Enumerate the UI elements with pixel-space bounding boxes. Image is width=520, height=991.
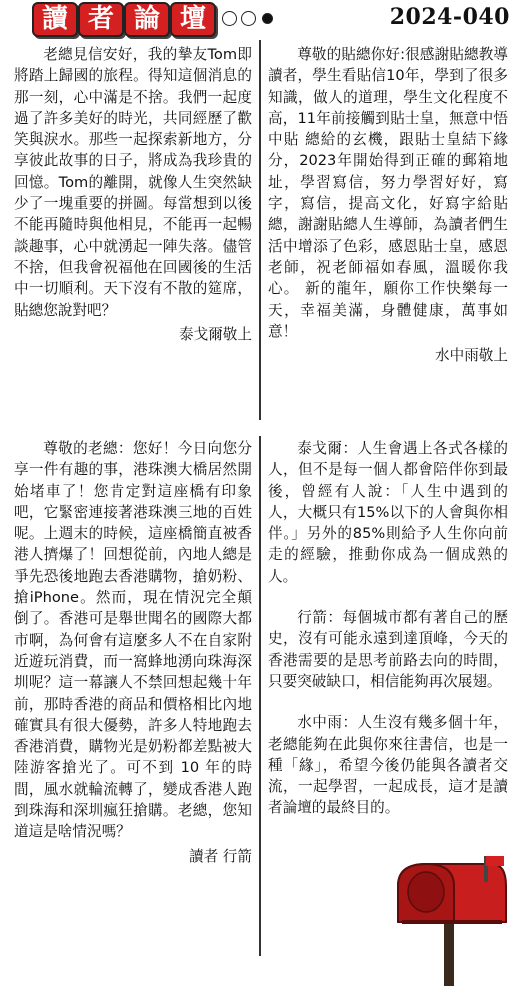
issue-number: 2024-040: [389, 4, 510, 30]
reply-tagore: 泰戈爾：人生會遇上各式各樣的人，但不是每一個人都會陪伴你到最後，曾經有人說：「人生中遇到的人，大概只有15%以下的人會與你相伴。」另外的85%則給予人生你向前走的經驗，推動你成為一個成熟的人。: [268, 440, 508, 585]
letter-signature: 讀者 行箭: [188, 847, 252, 865]
mailbox-icon: [388, 856, 512, 986]
decorative-dots: [222, 8, 273, 28]
letter-body: 老總見信安好，我的摯友Tom即將踏上歸國的旅程。得知這個消息的那一刻，心中滿是不捨。我們一起度過了許多美好的時光，共同經歷了歡笑與淚水。那些一起探索新地方，分享彼此故事的日子，將成為我珍貴的回憶。Tom的離開，就像人生突然缺少了一塊重要的拼圖。每當想到以後不能再隨時與他相見，不能再一起暢談趣事，心中就湧起一陣失落。儘管不捨，但我會祝福他在回國後的生活中一切順利。天下沒有不散的筵席，貼總您說對吧？: [14, 46, 252, 319]
masthead: [0, 0, 520, 36]
reply-xingjian: 行箭：每個城市都有著自己的歷史，沒有可能永遠到達頂峰，今天的香港需要的是思考前路去向的時間，只要突破缺口，相信能夠再次展翅。: [268, 609, 508, 690]
letter-bridge: [14, 438, 252, 948]
letter-body: 尊敬的貼總你好:很感謝貼總教導讀者，學生看貼信10年，學到了很多知識，做人的道理，學生文化程度不高，11年前接觸到貼士皇，無意中悟中貼 總給的玄機，跟貼士皇結下緣分，2023年開始得到正確的郵箱地址，學習寫信，努力學習好好，寫字，寫信，提高文化，好寫字給貼總，謝謝貼總人生導師，為讀者們生活中增添了色彩，感恩貼士皇，感恩老師，祝老師福如春風，溫暖你我心。 新的龍年，願你工作快樂每一天，幸福美滿，身體健康，萬事如意！: [268, 46, 508, 340]
title-char-4: 壇: [170, 2, 216, 37]
letter-water-rain: [268, 44, 508, 424]
reply-shuizhongyu: 水中雨：人生沒有幾多個十年，老總能夠在此與你來往書信，也是一種「緣」，希望今後仍能與各讀者交流，一起學習，一起成長，這才是讀者論壇的最終目的。: [268, 714, 508, 817]
title-char-2: 者: [78, 2, 124, 37]
title-char-3: 論: [124, 2, 170, 37]
column-divider: [259, 436, 261, 956]
letter-signature: 泰戈爾敬上: [179, 325, 252, 343]
title-char-1: 讀: [32, 2, 78, 37]
circle-icon: [241, 11, 256, 26]
circle-icon: [222, 11, 237, 26]
column-divider: [259, 40, 261, 420]
letter-body: 尊敬的老總：您好！今日向您分享一件有趣的事，港珠澳大橋居然開始堵車了！您肯定對這座橋有印象吧，它緊密連接著港珠澳三地的百姓呢。上週末的時候，這座橋簡直被香港人擠爆了！回想從前，內地人總是爭先恐後地跑去香港購物，搶奶粉、搶iPhone。然而，現在情況完全顛倒了。香港可是舉世聞名的國際大都市啊，為何會有這麼多人不在自家附近遊玩消費，而一窩蜂地湧向珠海深圳呢？這一幕讓人不禁回想起幾十年前，那時香港的商品和價格相比內地確實具有很大優勢，許多人特地跑去香港消費，購物光是奶粉都差點被大陸游客搶光了。可不到 10 年的時間，風水就輪流轉了，變成香港人跑到珠海和深圳瘋狂搶購。老總，您知道這是啥情況嗎？: [14, 440, 252, 841]
letter-signature: 水中雨敬上: [435, 347, 508, 365]
filled-circle-icon: [262, 13, 273, 24]
letter-tom-farewell: [14, 44, 252, 424]
